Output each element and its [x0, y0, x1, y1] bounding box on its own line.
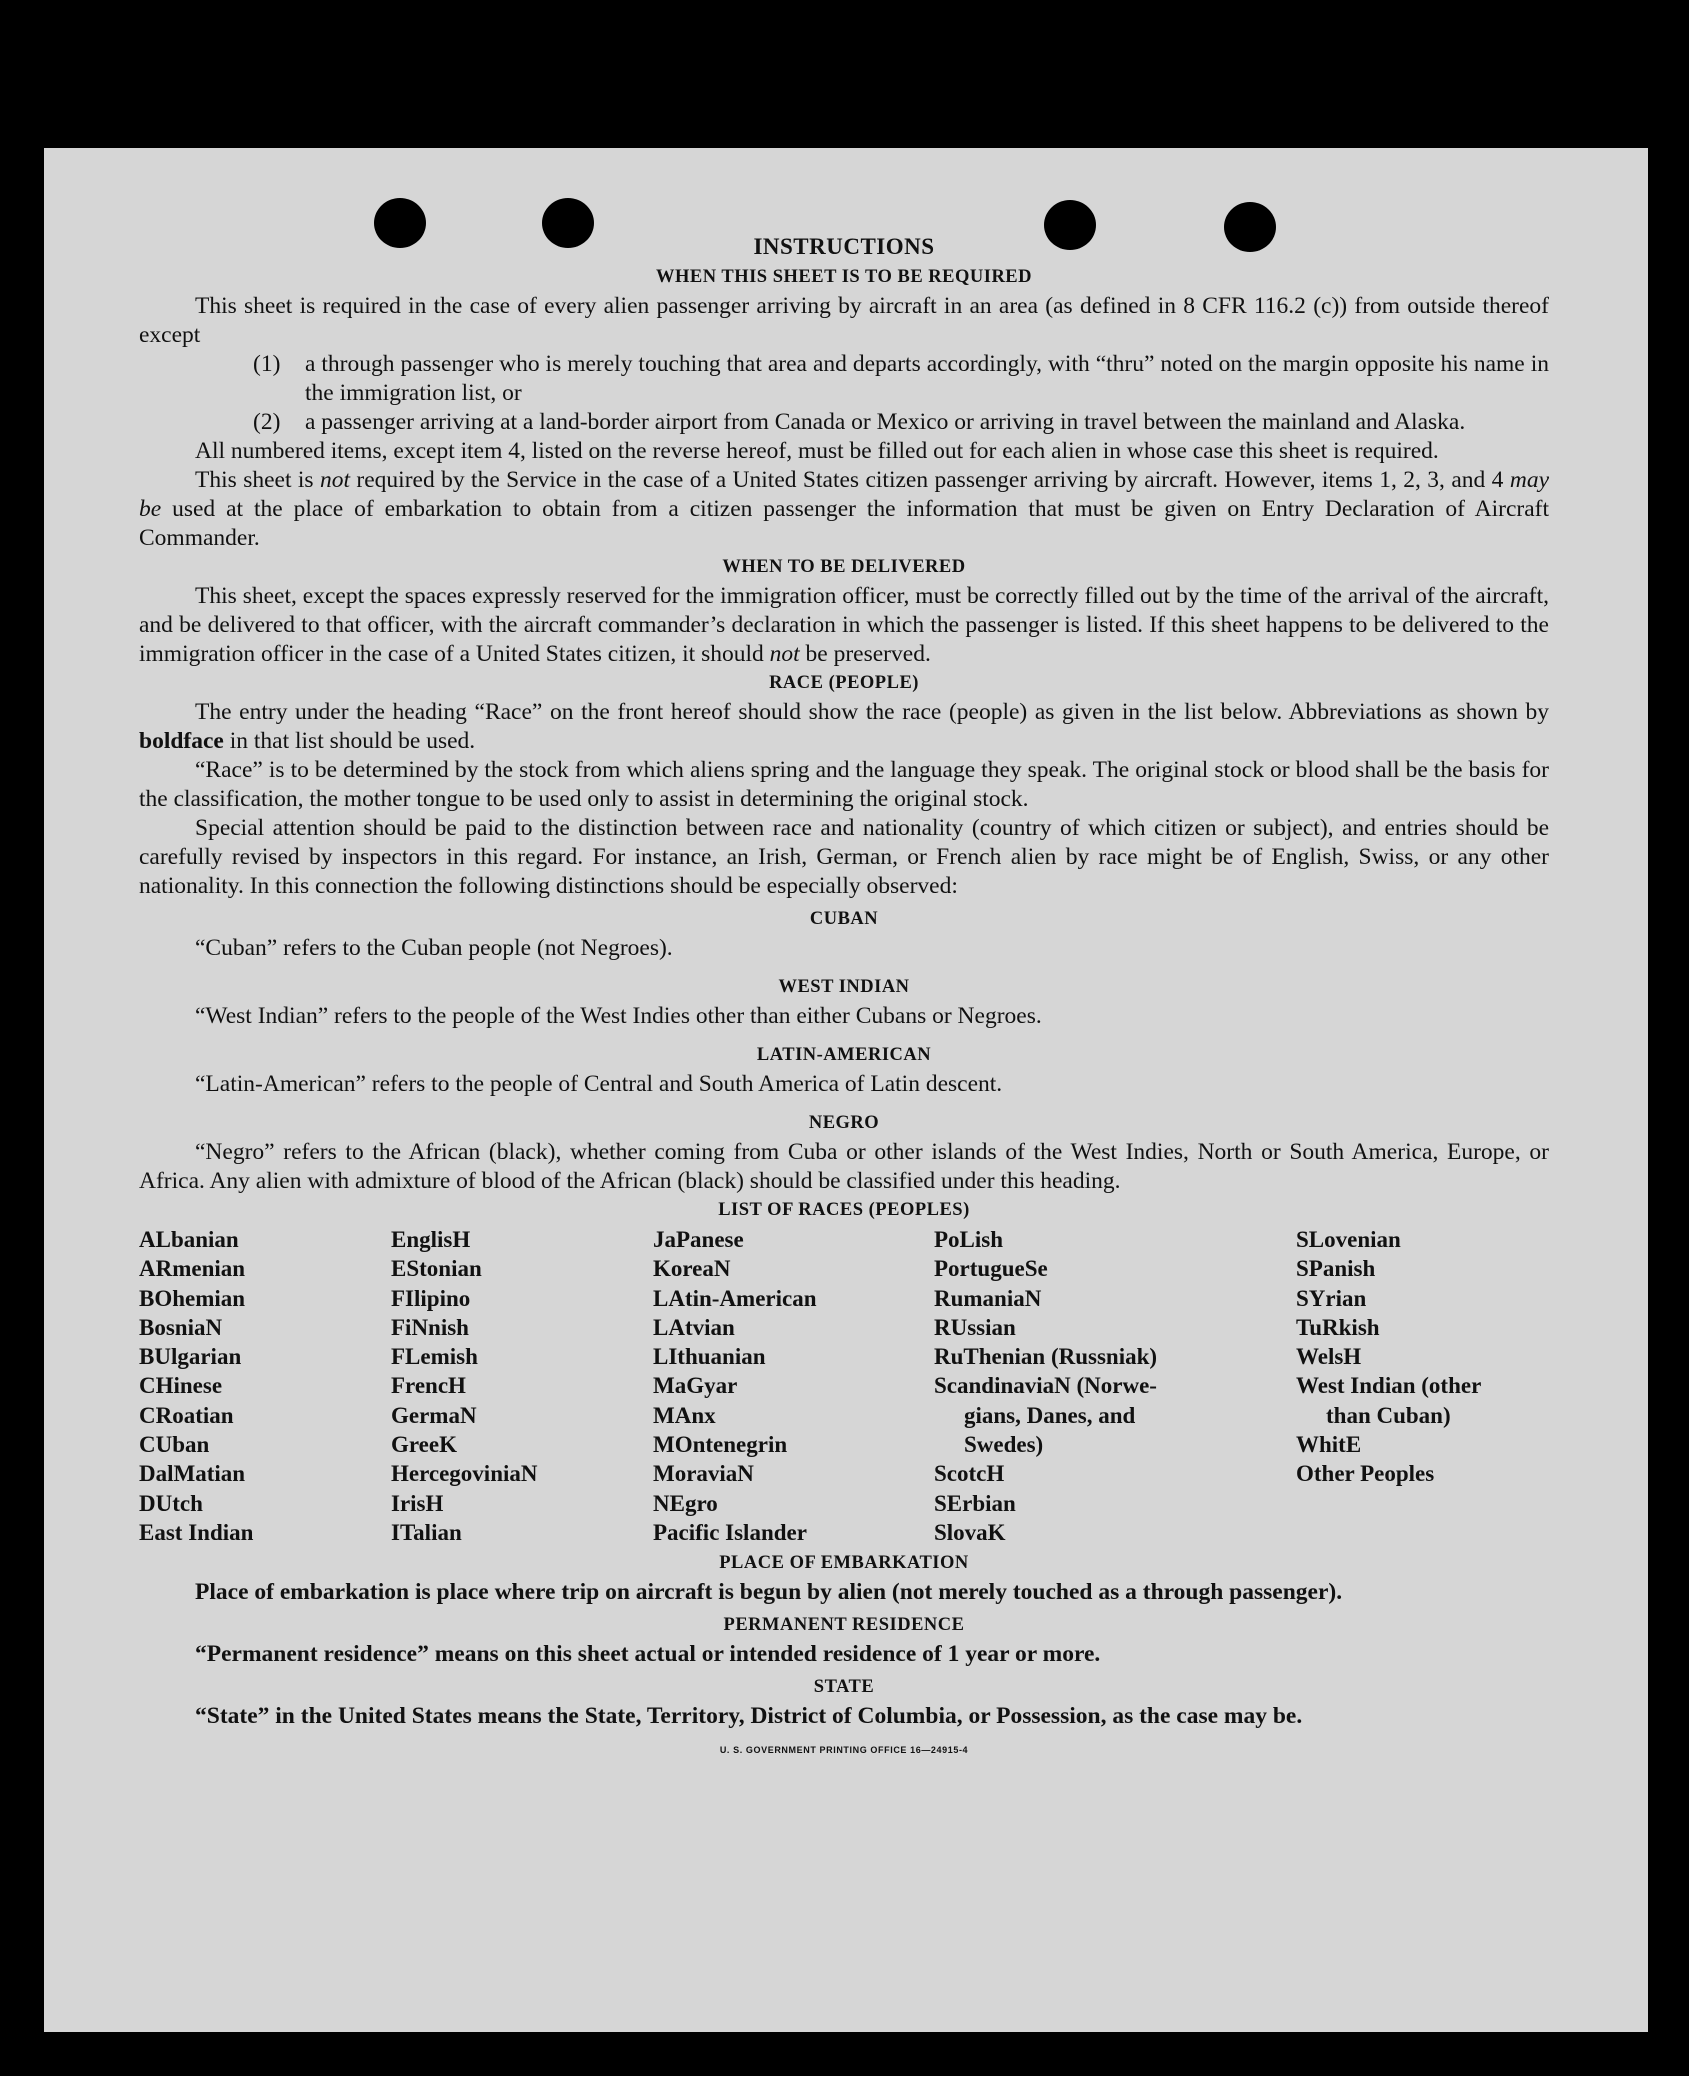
race-entry: PoLish: [934, 1227, 1004, 1252]
text-run: be preserved.: [799, 641, 931, 667]
race-column: [1296, 1225, 1546, 1547]
printer-imprint: U. S. GOVERNMENT PRINTING OFFICE 16—24915-4: [719, 1745, 969, 1756]
race-entry: TuRkish: [1296, 1314, 1380, 1340]
race-entry: FIlipino: [391, 1285, 471, 1311]
race-entry: RumaniaN: [934, 1285, 1042, 1311]
paragraph: Special attention should be paid to the distinction between race and nationality (country of which citizen or subject), and entries should be carefully revised by inspectors in this regard. For instance, an Irish, German, or French alien by race might be of English, Swiss, or any other nationality. In this connection the following distinctions should be especially observed:: [139, 815, 1549, 899]
paragraph: [139, 582, 1549, 669]
section-heading: CUBAN: [809, 909, 879, 929]
paragraph: “Negro” refers to the African (black), whether coming from Cuba or other islands of the West Indies, North or South America, Europe, or Africa. Any alien with admixture of blood of the African (black) should be classified under this heading.: [139, 1139, 1549, 1194]
race-list: [139, 1225, 1549, 1547]
race-entry: JaPanese: [653, 1227, 744, 1252]
race-entry: CUban: [139, 1432, 210, 1458]
section-heading: WEST INDIAN: [778, 977, 910, 997]
paragraph: Place of embarkation is place where trip on aircraft is begun by alien (not merely touched as a through passenger).: [195, 1579, 1343, 1606]
race-entry: MAnx: [653, 1402, 716, 1428]
race-entry: EnglisH: [391, 1227, 471, 1252]
section-heading: PLACE OF EMBARKATION: [719, 1553, 969, 1574]
race-entry: ARmenian: [139, 1256, 246, 1282]
section-heading: RACE (PEOPLE): [769, 673, 919, 693]
paragraph: “Latin-American” refers to the people of Central and South America of Latin descent.: [195, 1071, 1003, 1097]
paragraph: All numbered items, except item 4, listed on the reverse hereof, must be filled out for each alien in whose case this sheet is required.: [195, 438, 1439, 464]
race-entry: SLovenian: [1296, 1227, 1401, 1252]
text-run: This sheet, except the spaces expressly reserved for the immigration officer, must be correctly filled out by the time of the arrival of the aircraft, and be delivered to that officer, with the aircraft commander’s declaration in which the passenger is listed. If this sheet happens to be delivered to the immigration officer in the case of a United States citizen, it should: [139, 583, 1549, 667]
section-heading: LIST OF RACES (PEOPLES): [718, 1200, 970, 1220]
race-entry: Pacific Islander: [653, 1519, 807, 1545]
section-heading: LATIN-AMERICAN: [756, 1045, 932, 1065]
item-text: a through passenger who is merely touching that area and departs accordingly, with “thru” noted on the margin opposite his name in the immigration list, or: [305, 351, 1549, 406]
race-entry: GreeK: [391, 1432, 457, 1458]
text-run: The entry under the heading “Race” on the front hereof should show the race (people) as given in the list below. Abbreviations as shown by: [195, 699, 1549, 725]
text-run: in that list should be used.: [223, 728, 476, 754]
document-sheet: [44, 148, 1648, 2032]
race-entry: LAtvian: [653, 1314, 735, 1340]
paragraph: “State” in the United States means the State, Territory, District of Columbia, or Possession, as the case may be.: [195, 1703, 1303, 1730]
paragraph: “West Indian” refers to the people of the West Indies other than either Cubans or Negroes.: [195, 1003, 1042, 1029]
instructions-content: [139, 232, 1549, 1757]
race-entry: MOntenegrin: [653, 1432, 788, 1458]
race-entry: RUssian: [934, 1314, 1016, 1340]
race-entry-continued: gians, Danes, and: [964, 1402, 1136, 1428]
race-entry: ScotcH: [934, 1461, 1005, 1487]
race-entry: ITalian: [391, 1519, 462, 1545]
paragraph: [139, 466, 1549, 553]
paragraph: [139, 698, 1549, 756]
race-entry: KoreaN: [653, 1256, 731, 1282]
paragraph: “Cuban” refers to the Cuban people (not Negroes).: [195, 935, 673, 961]
section-heading: NEGRO: [808, 1113, 880, 1133]
item-number: (2): [253, 409, 281, 435]
race-column: [934, 1225, 1296, 1547]
paragraph: This sheet is required in the case of every alien passenger arriving by aircraft in an area (as defined in 8 CFR 116.2 (c)) from outside thereof except: [139, 293, 1549, 348]
race-entry: West Indian (other: [1296, 1373, 1482, 1399]
section-heading: STATE: [813, 1677, 875, 1698]
race-entry: FrencH: [391, 1373, 466, 1399]
paragraph: “Permanent residence” means on this sheet actual or intended residence of 1 year or more.: [195, 1641, 1101, 1668]
item-text: a passenger arriving at a land-border airport from Canada or Mexico or arriving in travel between the mainland and Alaska.: [305, 409, 1466, 435]
text-run: required by the Service in the case of a United States citizen passenger arriving by aircraft. However, items 1, 2, 3, and 4: [350, 467, 1510, 493]
race-entry: DUtch: [139, 1490, 203, 1516]
race-entry: WhitE: [1296, 1432, 1362, 1458]
emphasis: may be: [139, 467, 1549, 522]
race-entry: CRoatian: [139, 1402, 234, 1428]
text-run: This sheet is: [195, 467, 320, 493]
race-entry: CHinese: [139, 1373, 223, 1399]
race-entry: HercegoviniaN: [391, 1461, 538, 1487]
list-item: [253, 408, 1549, 437]
race-entry-continued: than Cuban): [1326, 1402, 1451, 1428]
item-number: (1): [253, 351, 281, 377]
race-entry: RuThenian (Russniak): [934, 1344, 1158, 1370]
section-heading: PERMANENT RESIDENCE: [723, 1615, 965, 1636]
paragraph: “Race” is to be determined by the stock from which aliens spring and the language they speak. The original stock or blood shall be the basis for the classification, the mother tongue to be used only to assist in determining the original stock.: [139, 757, 1549, 812]
race-entry: DalMatian: [139, 1461, 246, 1487]
race-entry: SErbian: [934, 1490, 1016, 1516]
emphasis: not: [769, 641, 800, 667]
race-entry: ALbanian: [139, 1227, 239, 1252]
race-entry: BUlgarian: [139, 1344, 242, 1370]
page-title: INSTRUCTIONS: [753, 234, 935, 259]
race-entry: LIthuanian: [653, 1344, 766, 1370]
race-entry: BOhemian: [139, 1285, 246, 1311]
race-entry: FiNnish: [391, 1314, 469, 1340]
race-entry: SYrian: [1296, 1285, 1367, 1311]
race-entry: NEgro: [653, 1490, 718, 1516]
race-entry: ScandinaviaN (Norwe-: [934, 1373, 1157, 1399]
race-entry: SPanish: [1296, 1256, 1376, 1282]
section-heading: WHEN THIS SHEET IS TO BE REQUIRED: [655, 267, 1033, 287]
race-entry: PortugueSe: [934, 1256, 1048, 1282]
race-entry: MaGyar: [653, 1373, 738, 1399]
section-heading: WHEN TO BE DELIVERED: [722, 557, 966, 577]
race-entry: East Indian: [139, 1519, 254, 1545]
race-column: [391, 1225, 653, 1547]
race-entry: IrisH: [391, 1490, 444, 1516]
race-entry: WelsH: [1296, 1344, 1362, 1370]
emphasis: not: [319, 467, 351, 493]
race-entry: BosniaN: [139, 1314, 223, 1340]
race-entry: MoraviaN: [653, 1461, 754, 1487]
text-run: used at the place of embarkation to obtain from a citizen passenger the information that must be given on Entry Declaration of Aircraft Commander.: [139, 496, 1549, 551]
race-entry: EStonian: [391, 1256, 482, 1282]
race-column: [653, 1225, 934, 1547]
race-entry: FLemish: [391, 1344, 478, 1370]
race-column: [139, 1225, 391, 1547]
race-entry: Other Peoples: [1296, 1461, 1435, 1487]
race-entry: LAtin-American: [653, 1285, 817, 1311]
race-entry: SlovaK: [934, 1519, 1006, 1545]
bold-text: boldface: [139, 728, 224, 754]
race-entry: GermaN: [391, 1402, 477, 1428]
list-item: [253, 350, 1549, 408]
race-entry-continued: Swedes): [964, 1432, 1044, 1458]
